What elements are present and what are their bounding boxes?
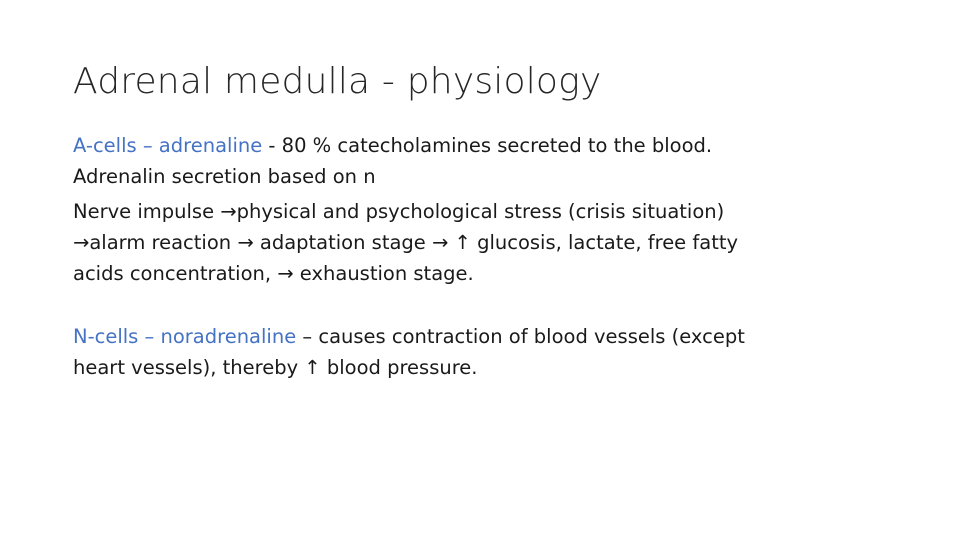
nerve-line-3: acids concentration, → exhaustion stage. bbox=[73, 262, 474, 285]
a-cells-label: A-cells – adrenaline bbox=[73, 134, 263, 157]
n-cells-line-1 bbox=[73, 321, 893, 352]
paragraph-nerve-impulse bbox=[73, 196, 893, 289]
a-cells-description: - 80 % catecholamines secreted to the blood. bbox=[262, 134, 713, 157]
paragraph-n-cells bbox=[73, 321, 893, 383]
slide-title: Adrenal medulla - physiology bbox=[73, 61, 602, 102]
a-cells-line-1 bbox=[73, 130, 893, 161]
nerve-line-2: →alarm reaction → adaptation stage → ↑ glucosis, lactate, free fatty bbox=[73, 231, 739, 254]
slide-body bbox=[73, 130, 893, 387]
n-cells-label: N-cells – noradrenaline bbox=[73, 325, 297, 348]
nerve-line-1: Nerve impulse →physical and psychological stress (crisis situation) bbox=[73, 200, 725, 223]
paragraph-a-cells bbox=[73, 130, 893, 192]
a-cells-line-2: Adrenalin secretion based on n bbox=[73, 165, 376, 188]
n-cells-line-2: heart vessels), thereby ↑ blood pressure. bbox=[73, 356, 478, 379]
n-cells-description: – causes contraction of blood vessels (except bbox=[296, 325, 745, 348]
